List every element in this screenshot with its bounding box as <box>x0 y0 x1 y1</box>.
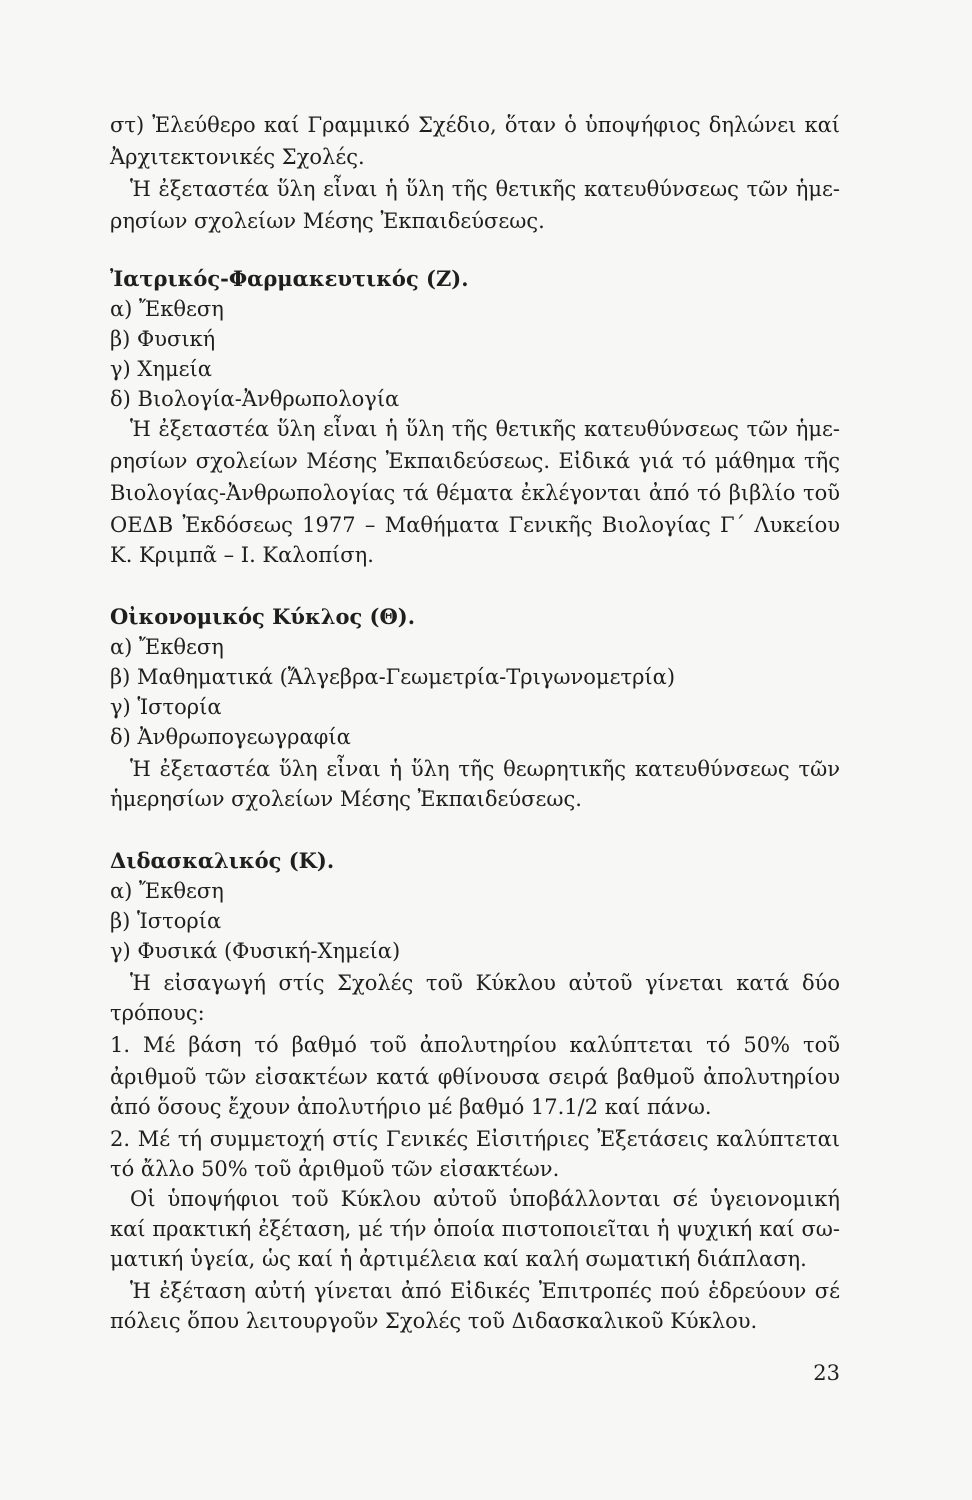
list-item: β) Φυσική <box>110 327 216 351</box>
text-line: τό ἄλλο 50% τοῦ ἀριθμοῦ τῶν εἰσακτέων. <box>110 1157 560 1181</box>
page-number: 23 <box>813 1361 840 1385</box>
text-line: ρησίων σχολείων Μέσης Ἐκπαιδεύσεως. Εἰδικά γιά τό μάθημα τῆς <box>110 449 840 473</box>
list-item: β) Μαθηματικά (Ἄλγεβρα-Γεωμετρία-Τριγωνομετρία) <box>110 665 676 689</box>
text-line: Κ. Κριμπᾶ – Ι. Καλοπίση. <box>110 543 374 567</box>
text-line: ματική ὑγεία, ὡς καί ἡ ἀρτιμέλεια καί καλή σωματική διάπλαση. <box>110 1247 807 1271</box>
list-item: γ) Χημεία <box>110 357 212 381</box>
text-line: Ἡ ἐξεταστέα ὕλη εἶναι ἡ ὕλη τῆς θεωρητικῆς κατευθύνσεως τῶν <box>130 757 840 781</box>
list-item: α) Ἔκθεση <box>110 879 224 903</box>
section-heading: Ἰατρικός-Φαρμακευτικός (Ζ). <box>110 266 469 291</box>
list-item: γ) Ἱστορία <box>110 695 222 719</box>
list-item: β) Ἱστορία <box>110 909 222 933</box>
text-line: Ἡ ἐξέταση αὐτή γίνεται ἀπό Εἰδικές Ἐπιτροπές πού ἑδρεύουν σέ <box>130 1279 840 1303</box>
text-line: ρησίων σχολείων Μέσης Ἐκπαιδεύσεως. <box>110 209 545 233</box>
text-line: 1. Μέ βάση τό βαθμό τοῦ ἀπολυτηρίου καλύπτεται τό 50% τοῦ <box>110 1033 840 1057</box>
text-line: Ἡ ἐξεταστέα ὕλη εἶναι ἡ ὕλη τῆς θετικῆς κατευθύνσεως τῶν ἡμε- <box>130 177 840 201</box>
text-line: ἡμερησίων σχολείων Μέσης Ἐκπαιδεύσεως. <box>110 787 582 811</box>
list-item: α) Ἔκθεση <box>110 297 224 321</box>
text-line: Ἡ ἐξεταστέα ὕλη εἶναι ἡ ὕλη τῆς θετικῆς κατευθύνσεως τῶν ἡμε- <box>130 417 840 441</box>
text-line: καί πρακτική ἐξέταση, μέ τήν ὁποία πιστοποιεῖται ἡ ψυχική καί σω- <box>110 1217 840 1241</box>
text-line: Βιολογίας-Ἀνθρωπολογίας τά θέματα ἐκλέγονται ἀπό τό βιβλίο τοῦ <box>110 481 840 505</box>
text-line: 2. Μέ τή συμμετοχή στίς Γενικές Εἰσιτήριες Ἐξετάσεις καλύπτεται <box>110 1127 840 1151</box>
text-line: Ἀρχιτεκτονικές Σχολές. <box>110 145 365 169</box>
text-line: στ) Ἐλεύθερο καί Γραμμικό Σχέδιο, ὅταν ὁ ὑποψήφιος δηλώνει καί <box>110 113 840 137</box>
text-line: ΟΕΔΒ Ἐκδόσεως 1977 – Μαθήματα Γενικῆς Βιολογίας Γ΄ Λυκείου <box>110 513 840 537</box>
text-line: Ἡ εἰσαγωγή στίς Σχολές τοῦ Κύκλου αὐτοῦ γίνεται κατά δύο <box>130 971 840 995</box>
text-line: πόλεις ὅπου λειτουργοῦν Σχολές τοῦ Διδασκαλικοῦ Κύκλου. <box>110 1309 758 1333</box>
list-item: δ) Ἀνθρωπογεωγραφία <box>110 725 351 749</box>
list-item: γ) Φυσικά (Φυσική-Χημεία) <box>110 939 401 963</box>
list-item: δ) Βιολογία-Ἀνθρωπολογία <box>110 387 400 411</box>
text-line: ἀπό ὅσους ἔχουν ἀπολυτήριο μέ βαθμό 17.1/2 καί πάνω. <box>110 1095 712 1119</box>
text-line: Οἱ ὑποψήφιοι τοῦ Κύκλου αὐτοῦ ὑποβάλλονται σέ ὑγειονομική <box>130 1187 840 1211</box>
section-heading: Διδασκαλικός (Κ). <box>110 848 335 873</box>
text-line: ἀριθμοῦ τῶν εἰσακτέων κατά φθίνουσα σειρά βαθμοῦ ἀπολυτηρίου <box>110 1065 840 1089</box>
text-line: τρόπους: <box>110 1001 205 1025</box>
list-item: α) Ἔκθεση <box>110 635 224 659</box>
section-heading: Οἰκονομικός Κύκλος (Θ). <box>110 604 416 629</box>
